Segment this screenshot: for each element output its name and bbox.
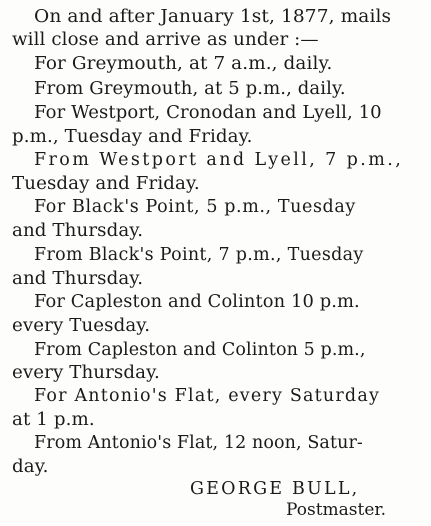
notice-line-4: From Greymouth, at 5 p.m., daily. xyxy=(34,79,346,99)
notice-line-1: On and after January 1st, 1877, mails xyxy=(34,7,392,27)
notice-line-13: For Capleston and Colinton 10 p.m. xyxy=(34,292,360,312)
notice-line-20: day. xyxy=(12,457,49,477)
signature-name: GEORGE BULL, xyxy=(190,479,360,499)
notice-line-18: at 1 p.m. xyxy=(12,410,95,430)
notice-line-16: every Thursday. xyxy=(12,363,160,383)
notice-line-6: p.m., Tuesday and Friday. xyxy=(12,127,253,147)
notice-line-19: From Antonio's Flat, 12 noon, Satur- xyxy=(34,433,363,453)
notice-line-17: For Antonio's Flat, every Saturday xyxy=(34,386,381,406)
notice-line-2: will close and arrive as under :— xyxy=(12,30,319,50)
notice-line-8: Tuesday and Friday. xyxy=(12,174,200,194)
notice-line-3: For Greymouth, at 7 a.m., daily. xyxy=(34,54,333,74)
notice-line-15: From Capleston and Colinton 5 p.m., xyxy=(34,340,366,360)
notice-line-11: From Black's Point, 7 p.m., Tuesday xyxy=(34,245,364,265)
notice-line-9: For Black's Point, 5 p.m., Tuesday xyxy=(34,197,356,217)
notice-line-14: every Tuesday. xyxy=(12,316,151,336)
notice-line-10: and Thursday. xyxy=(12,221,144,241)
signature-title: Postmaster. xyxy=(286,500,387,520)
notice-line-7: From Westport and Lyell, 7 p.m., xyxy=(34,150,404,170)
notice-line-12: and Thursday. xyxy=(12,269,144,289)
notice-line-5: For Westport, Cronodan and Lyell, 10 xyxy=(34,103,382,123)
